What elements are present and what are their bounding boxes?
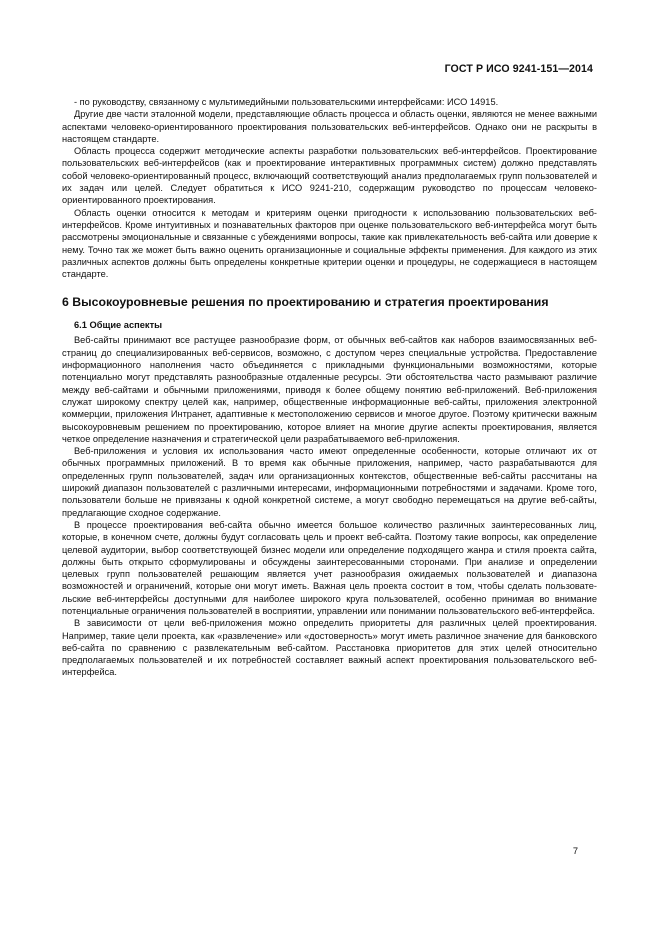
subsection-heading: 6.1 Общие аспекты xyxy=(74,320,163,331)
paragraph: Область процесса содержит методические аспекты разработки пользовательских веб-интерфейсов. Проектирование пользовательских веб-интерфейсов (как и проектирование интерактивных программных систем) должно представлять собой человеко-ориентированный процесс, включающий соответствующий анализ предполагаемых групп пользователей и их задач или целей. Следует обратиться к ИСО 9241-210, содержащим руководство по процессам человеко-ориентированного проектирования. xyxy=(62,146,597,206)
paragraph: Другие две части эталонной модели, представляющие область процесса и область оценки, являются не менее важными аспектами человеко-ориентированного проектирования пользовательских веб-интерфейсов. Однако они не раскрыты в настоящем стандарте. xyxy=(62,109,597,144)
paragraph: Веб-сайты принимают все растущее разнообразие форм, от обычных веб-сайтов как наборов взаимосвязанных веб-страниц до специализированных веб-сервисов, возможно, с доступом через специальные устройства. Предоставление информационного наполнения часто объединяется с прикладными функциональными возможностями, которые потенциально могут представлять разнообразные отдаленные ресурсы. Эти обстоятельства часто размывают различие между веб-сайтами и обычными приложениями, приводя к более общему понятию веб-приложений. Веб-приложения служат широкому спектру целей как, например, общественные информационные веб-сайты, приложения электронной коммерции, приложения Интранет, адаптивные к местоположению сервисов и многое другое. Поэтому критически важным высокоуровневым решением по проектированию, которое влияет на многие другие аспекты проектирования, является четкое определение назначения и стратегической цели разрабатываемого веб-приложения. xyxy=(62,335,597,444)
page-body xyxy=(62,96,597,679)
paragraph: Область оценки относится к методам и критериям оценки пригодности к использованию пользовательских веб-интерфейсов. Кроме интуитивных и познавательных факторов при оценке пользовательского веб-интерфейса могут быть рассмотрены эмоциональные и связанные с убеждениями вопросы, такие как привлекательность веб-сайта или доверие к нему. Точно так же может быть важно оценить организационные и социальные эффекты применения. Для каждого из этих различных аспектов должны быть определены конкретные критерии оценки и процедуры, не содержащиеся в настоящем стандарте. xyxy=(62,207,597,280)
paragraph: - по руководству, связанному с мультимедийными пользовательскими интерфейсами: ИСО 14915. xyxy=(74,97,499,107)
standard-header: ГОСТ Р ИСО 9241-151—2014 xyxy=(444,63,593,75)
paragraph: Веб-приложения и условия их использования часто имеют определенные особенности, которые отличают их от обычных программных приложений. В то время как обычные приложения, например, часто разрабатываются для определенных групп пользователей, задач или организационных контекстов, общественные веб-сайты рассчитаны на широкий диапазон пользователей с различными интересами, информационными потребностями и задачами. Кроме того, пользователи больше не привязаны к одной конкретной системе, а могут свободно перемещаться на другие веб-сайты, предлагающие сходное содержание. xyxy=(62,446,597,518)
paragraph: В зависимости от цели веб-приложения можно определить приоритеты для различных целей проектирования. Например, такие цели проекта, как «развлечение» или «достоверность» могут иметь различное значение для банковского веб-сайта по сравнению с развлекательным веб-сайтом. Расстановка приоритетов для этих целей относительно предполагаемых пользователей и их потребностей составляет важный аспект проектирования пользовательского веб-интерфейса. xyxy=(62,618,597,678)
section-heading: 6 Высокоуровневые решения по проектированию и стратегия проектирования xyxy=(62,295,549,310)
paragraph: В процессе проектирования веб-сайта обычно имеется большое количество различных заинтересованных лиц, которые, в конечном счете, должны будут согласовать цель и проект веб-сайта. Поэтому такие вопросы, как определение целевой аудитории, выбор соответствующей бизнес модели или определение подходящего жанра и стиля проекта сайта, должны быть открыто сформулированы и обсуждены заинтересованными сторонами. При анализе и определении целевых групп пользователей решающим является учет разнообразия ожидаемых пользователей и диапазона возможностей и ограничений, которые они могут иметь. Важная цель проекта состоит в том, чтобы сделать пользовательские веб-интерфейсы доступными для наиболее широкого круга пользователей, особенно принимая во внимание потенциальные ограничения пользователей в восприятии, управлении или понимании пользовательского веб-интерфейса. xyxy=(62,519,597,616)
page-number: 7 xyxy=(572,846,578,856)
